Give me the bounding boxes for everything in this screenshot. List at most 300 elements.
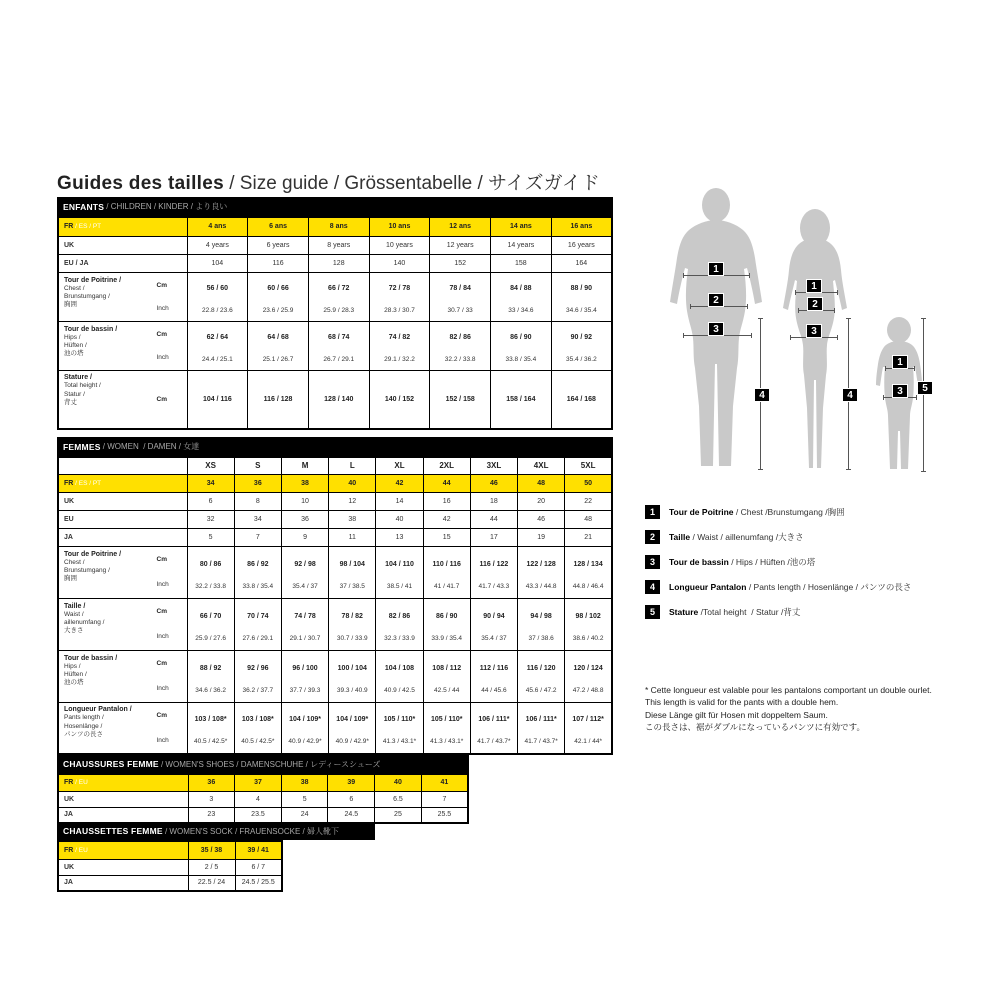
table-cell [248, 272, 309, 321]
value-inch: 33.8 / 35.4 [242, 582, 274, 590]
row-label-translation: 胸囲 [64, 301, 77, 309]
table-cell: 14 [376, 492, 423, 510]
table-cell [187, 321, 248, 370]
legend-item-stature [645, 605, 990, 619]
value-inch: 39.3 / 40.9 [336, 686, 368, 694]
value-cm: 74 / 78 [294, 612, 316, 620]
table-cell [491, 321, 552, 370]
legend-label-hips [669, 556, 815, 568]
row-label [58, 492, 187, 510]
table-cell: L [329, 457, 376, 474]
value-cm: 107 / 112* [572, 716, 604, 724]
value-inch: 37.7 / 39.3 [289, 686, 321, 694]
table-cell [187, 702, 234, 754]
row-label [58, 254, 187, 272]
table-cell: 37 [235, 774, 282, 791]
man-waist-chip: 2 [708, 293, 724, 307]
row-label-translation: パンツの長さ [64, 731, 103, 739]
legend-number-4: 4 [645, 580, 660, 594]
table-cell: 22 [565, 492, 612, 510]
value-inch: 42.5 / 44 [434, 686, 460, 694]
row-label-translation: Hosenlänge / [64, 722, 103, 730]
table-cell: 38 [281, 474, 328, 492]
table-cell [430, 370, 491, 429]
row-label-translation: Chest / [64, 558, 85, 566]
table-cell: 8 [234, 492, 281, 510]
child-chest-chip: 1 [892, 355, 908, 369]
table-cell: 3XL [470, 457, 517, 474]
table-row [58, 272, 612, 321]
value-cm: 66 / 70 [199, 612, 222, 620]
table-cell: 11 [329, 528, 376, 546]
row-units [157, 703, 187, 752]
value-cm: 106 / 111* [478, 716, 510, 724]
table-cell: 128 [308, 254, 369, 272]
value-cm: 112 / 116 [479, 664, 509, 672]
legend-item-pants-length [645, 580, 990, 594]
table-cell: 44 [470, 510, 517, 528]
value-inch: 22.8 / 23.6 [201, 307, 233, 314]
table-row [58, 774, 468, 791]
table-cell [430, 321, 491, 370]
table-cell [281, 598, 328, 650]
table-cell [234, 702, 281, 754]
value-cm: 116 / 128 [263, 395, 293, 403]
value-inch: 33.8 / 35.4 [505, 356, 537, 363]
value-inch: 29.1 / 32.2 [384, 356, 415, 363]
row-label-translation: Waist / [64, 610, 84, 618]
table-row [58, 841, 282, 859]
table-cell [187, 546, 234, 598]
table-cell: 10 ans [369, 217, 430, 236]
row-label-main: FR [64, 223, 74, 231]
table-row [58, 370, 612, 429]
table-row [58, 702, 612, 754]
table-header [57, 197, 613, 216]
row-label-translation: 大きさ [64, 627, 84, 635]
child-stature-chip: 5 [917, 381, 933, 395]
row-label [58, 474, 187, 492]
value-cm: 152 / 158 [445, 395, 475, 403]
row-label [58, 217, 187, 236]
row-label-main: Taille / [64, 602, 86, 610]
children-size-table [57, 197, 613, 430]
value-cm: 92 / 96 [247, 664, 269, 672]
value-inch: 24.4 / 25.1 [201, 356, 233, 363]
value-inch: 25.9 / 28.3 [323, 307, 355, 314]
table-row [58, 321, 612, 370]
value-cm: 104 / 108 [384, 664, 415, 672]
table-cell [308, 272, 369, 321]
value-inch: 37 / 38.6 [528, 634, 554, 642]
row-label-lines [64, 600, 157, 649]
table-cell: XS [187, 457, 234, 474]
value-cm: 90 / 92 [570, 334, 593, 341]
table-cell: 40 [329, 474, 376, 492]
row-label-main: FR [64, 846, 74, 854]
woman-silhouette [777, 208, 852, 472]
row-label [58, 598, 187, 650]
legend-label-chest [669, 506, 845, 518]
unit-inch: Inch [156, 736, 169, 744]
row-units [157, 548, 187, 597]
value-cm: 74 / 82 [388, 334, 411, 341]
row-label [58, 457, 187, 474]
row-label-wrap [64, 274, 187, 320]
value-cm: 164 / 168 [566, 395, 596, 403]
table-cell [281, 650, 328, 702]
table-cell: 16 years [551, 236, 612, 254]
row-label-translation: Brunstumgang / [64, 567, 110, 575]
table-cell: 6 years [248, 236, 309, 254]
legend-label-bold: Stature [669, 607, 699, 617]
value-cm: 116 / 120 [526, 664, 556, 672]
footnote-line-en: This length is valid for the pants with a double hem. [645, 697, 839, 708]
table-cell [187, 650, 234, 702]
page-title-translations: / Size guide / Grössentabelle / サイズガイド [223, 173, 600, 194]
table-cell [423, 650, 470, 702]
value-inch: 40.9 / 42.5 [384, 686, 415, 694]
table-cell: 39 [328, 774, 375, 791]
value-inch: 44.8 / 46.4 [572, 582, 604, 590]
value-cm: 66 / 72 [328, 285, 350, 292]
table-row [58, 791, 468, 807]
value-inch: 29.1 / 30.7 [289, 634, 321, 642]
row-label-lines [64, 274, 157, 320]
row-label-main: JA [64, 533, 73, 541]
footnote-line-fr: * Cette longueur est valable pour les pantalons comportant un double ourlet. [645, 685, 932, 695]
row-label-translation: Statur / [64, 390, 85, 398]
table-cell [470, 598, 517, 650]
value-inch: 35.4 / 37 [481, 634, 507, 642]
table-cell: 104 [187, 254, 248, 272]
value-cm: 96 / 100 [292, 664, 318, 672]
table-cell: XL [376, 457, 423, 474]
row-label-wrap [64, 323, 187, 369]
row-label-wrap [64, 548, 187, 597]
women-socks-size-table [57, 822, 375, 892]
table-cell [308, 321, 369, 370]
size-table [57, 840, 283, 892]
child-hips-chip: 3 [892, 384, 908, 398]
value-inch: 30.7 / 33 [447, 307, 473, 314]
value-inch: 27.6 / 29.1 [242, 634, 274, 642]
table-cell [491, 272, 552, 321]
row-label-main: Longueur Pantalon / [64, 706, 132, 714]
table-row [58, 236, 612, 254]
table-header [57, 822, 375, 840]
table-cell [234, 546, 281, 598]
table-cell: 4 years [187, 236, 248, 254]
table-cell: 7 [421, 791, 468, 807]
table-cell: 5XL [565, 457, 612, 474]
row-label [58, 272, 187, 321]
row-label-wrap [64, 371, 187, 427]
row-label-translation: Hüften / [64, 671, 87, 679]
table-cell: 4 ans [187, 217, 248, 236]
table-cell [234, 598, 281, 650]
table-cell: 35 / 38 [188, 841, 235, 859]
row-label-translation: Pants length / [64, 714, 104, 722]
value-inch: 30.7 / 33.9 [336, 634, 368, 642]
row-label [58, 841, 188, 859]
legend-label-bold: Taille [669, 532, 691, 542]
row-label-main: FR [64, 779, 74, 787]
table-cell [248, 321, 309, 370]
table-cell: M [281, 457, 328, 474]
legend-label-rest: / Waist / aillenumfang /大きさ [690, 532, 804, 542]
row-label-lines [64, 371, 157, 427]
table-cell: 5 [187, 528, 234, 546]
value-inch: 41.7 / 43.7* [477, 738, 511, 746]
row-label-translation: 胸囲 [64, 575, 77, 583]
table-cell [329, 598, 376, 650]
table-cell [470, 702, 517, 754]
row-label [58, 774, 188, 791]
table-cell [329, 702, 376, 754]
row-label-translation: 池の塔 [64, 350, 84, 358]
value-inch: 25.1 / 26.7 [262, 356, 294, 363]
woman-pants-length-chip: 4 [842, 388, 858, 402]
value-cm: 94 / 98 [530, 612, 552, 620]
value-cm: 82 / 86 [449, 334, 471, 341]
unit-inch: Inch [156, 304, 169, 312]
table-cell [187, 370, 248, 429]
table-cell: 6 [328, 791, 375, 807]
table-cell [565, 598, 612, 650]
table-cell [187, 598, 234, 650]
value-inch: 25.9 / 27.6 [195, 634, 226, 642]
value-inch: 26.7 / 29.1 [323, 356, 355, 363]
value-cm: 90 / 94 [483, 612, 505, 620]
row-label-wrap [64, 703, 187, 752]
value-inch: 34.6 / 36.2 [195, 686, 226, 694]
table-row [58, 546, 612, 598]
footnote [645, 684, 983, 733]
table-cell: 6 / 7 [235, 859, 282, 875]
table-cell [369, 321, 430, 370]
legend-number-3: 3 [645, 555, 660, 569]
legend-number-1: 1 [645, 505, 660, 519]
value-cm: 86 / 90 [510, 334, 532, 341]
table-cell: 50 [565, 474, 612, 492]
table-cell: 7 [234, 528, 281, 546]
table-cell: 16 ans [551, 217, 612, 236]
table-cell: 34 [187, 474, 234, 492]
value-cm: 78 / 82 [341, 612, 363, 620]
man-chest-chip: 1 [708, 262, 724, 276]
row-label-lines [64, 548, 157, 597]
value-cm: 100 / 104 [337, 664, 367, 672]
legend-item-chest [645, 505, 990, 519]
value-inch: 41.3 / 43.1* [382, 738, 417, 746]
unit-cm: Cm [156, 608, 167, 616]
value-inch: 33 / 34.6 [508, 307, 534, 314]
table-header [57, 755, 469, 773]
row-label-translation: 背丈 [64, 399, 77, 407]
table-header [57, 437, 613, 456]
page-title [57, 168, 600, 195]
row-label-main: UK [64, 241, 75, 249]
row-label [58, 528, 187, 546]
table-cell: 23 [188, 807, 235, 823]
table-cell: 24 [281, 807, 328, 823]
table-row [58, 807, 468, 823]
table-cell: 40 [375, 774, 422, 791]
table-cell [329, 546, 376, 598]
table-cell: 40 [376, 510, 423, 528]
legend-label-rest: / Pants length / Hosenlänge / パンツの長さ [746, 582, 912, 592]
row-label [58, 875, 188, 891]
legend-label-bold: Tour de bassin [669, 557, 729, 567]
man-hips-chip: 3 [708, 322, 724, 336]
table-cell: 17 [470, 528, 517, 546]
table-cell: 2 / 5 [188, 859, 235, 875]
row-units [157, 274, 187, 320]
value-cm: 104 / 109* [289, 716, 321, 724]
table-cell: 116 [248, 254, 309, 272]
table-cell: 41 [421, 774, 468, 791]
unit-inch: Inch [156, 684, 169, 692]
table-row [58, 457, 612, 474]
table-row [58, 528, 612, 546]
row-label-wrap [64, 600, 187, 649]
table-cell: 34 [234, 510, 281, 528]
table-cell [369, 272, 430, 321]
table-cell: 10 years [369, 236, 430, 254]
value-cm: 86 / 92 [247, 560, 269, 568]
man-pants-length-chip: 4 [754, 388, 770, 402]
value-inch: 34.6 / 35.4 [565, 307, 597, 314]
table-cell: 18 [470, 492, 517, 510]
unit-cm: Cm [156, 556, 167, 564]
value-inch: 41.3 / 43.1* [430, 738, 464, 746]
table-cell: 36 [188, 774, 235, 791]
table-cell: 42 [423, 510, 470, 528]
row-label-translation: / EU [73, 779, 88, 787]
table-cell [234, 650, 281, 702]
row-label-main: EU [64, 515, 74, 523]
row-label-translation: Total height / [64, 382, 101, 390]
row-label [58, 236, 187, 254]
table-cell: 4XL [518, 457, 565, 474]
women-shoes-size-table [57, 755, 469, 824]
row-label [58, 791, 188, 807]
row-label-main: UK [64, 795, 75, 803]
row-label [58, 370, 187, 429]
table-cell: 38 [329, 510, 376, 528]
unit-inch: Inch [156, 632, 169, 640]
row-label [58, 702, 187, 754]
table-row [58, 859, 282, 875]
table-header-translations: / WOMEN / DAMEN / 女達 [100, 442, 200, 451]
table-cell [248, 370, 309, 429]
row-label-main: Tour de Poitrine / [64, 550, 122, 558]
table-header-title: CHAUSSURES FEMME [63, 759, 159, 769]
table-row [58, 492, 612, 510]
row-label-translation: 池の塔 [64, 679, 84, 687]
row-label-translation: Hips / [64, 333, 81, 341]
value-cm: 128 / 140 [324, 395, 354, 403]
table-row [58, 875, 282, 891]
row-units [157, 371, 187, 427]
table-cell: 36 [281, 510, 328, 528]
table-cell [565, 650, 612, 702]
page-title-main: Guides des tailles [57, 173, 224, 194]
measurement-figures [655, 185, 985, 480]
value-inch: 35.4 / 37 [292, 582, 318, 590]
value-inch: 41.7 / 43.3 [478, 582, 510, 590]
table-cell: 6 ans [248, 217, 309, 236]
unit-cm: Cm [156, 712, 167, 719]
value-inch: 32.3 / 33.9 [384, 634, 415, 642]
value-inch: 43.3 / 44.8 [525, 582, 557, 590]
table-row [58, 510, 612, 528]
row-label-main: Tour de Poitrine / [64, 276, 122, 284]
table-cell: 12 years [430, 236, 491, 254]
row-label-main: JA [64, 811, 73, 819]
table-cell: 44 [423, 474, 470, 492]
size-table [57, 216, 613, 430]
table-row [58, 217, 612, 236]
value-inch: 36.2 / 37.7 [242, 686, 274, 694]
value-cm: 98 / 102 [575, 612, 601, 620]
legend-label-bold: Longueur Pantalon [669, 582, 747, 592]
table-cell: 32 [187, 510, 234, 528]
value-cm: 103 / 108* [241, 716, 274, 724]
value-cm: 64 / 68 [267, 334, 289, 341]
row-label-main: JA [64, 879, 73, 887]
table-cell: 38 [281, 774, 328, 791]
value-inch: 35.4 / 36.2 [565, 356, 597, 363]
table-cell: 8 years [308, 236, 369, 254]
value-cm: 120 / 124 [573, 664, 603, 672]
legend-number-5: 5 [645, 605, 660, 619]
unit-cm: Cm [156, 395, 167, 403]
value-cm: 56 / 60 [206, 285, 229, 292]
row-label [58, 807, 188, 823]
row-label-translation: Brunstumgang / [64, 293, 110, 301]
table-header-translations: / WOMEN'S SHOES / DAMENSCHUHE / レディースシューズ [158, 759, 381, 769]
table-cell: 36 [234, 474, 281, 492]
table-cell: 12 ans [430, 217, 491, 236]
row-label-translation: / ES / PT [73, 223, 102, 231]
measurement-legend [645, 505, 990, 630]
value-inch: 33.9 / 35.4 [431, 634, 463, 642]
value-cm: 88 / 92 [199, 664, 222, 672]
woman-chest-chip: 1 [806, 279, 822, 293]
table-cell: 46 [470, 474, 517, 492]
table-cell [423, 598, 470, 650]
table-cell [565, 702, 612, 754]
value-inch: 37 / 38.5 [339, 582, 365, 590]
table-cell [369, 370, 430, 429]
value-inch: 32.2 / 33.8 [444, 356, 476, 363]
row-label-main: Tour de bassin / [64, 325, 118, 333]
table-cell [470, 650, 517, 702]
table-header-title: FEMMES [63, 441, 101, 452]
legend-label-waist [669, 531, 804, 543]
table-header-translations: / WOMEN'S SOCK / FRAUENSOCKE / 婦人靴下 [162, 826, 339, 836]
table-cell: 25.5 [421, 807, 468, 823]
row-label-translation: Hüften / [64, 342, 87, 350]
table-cell: 48 [565, 510, 612, 528]
legend-item-hips [645, 555, 990, 569]
value-cm: 62 / 64 [206, 334, 229, 341]
table-cell: 42 [376, 474, 423, 492]
table-row [58, 598, 612, 650]
row-label-translation: aillenumfang / [64, 619, 105, 627]
